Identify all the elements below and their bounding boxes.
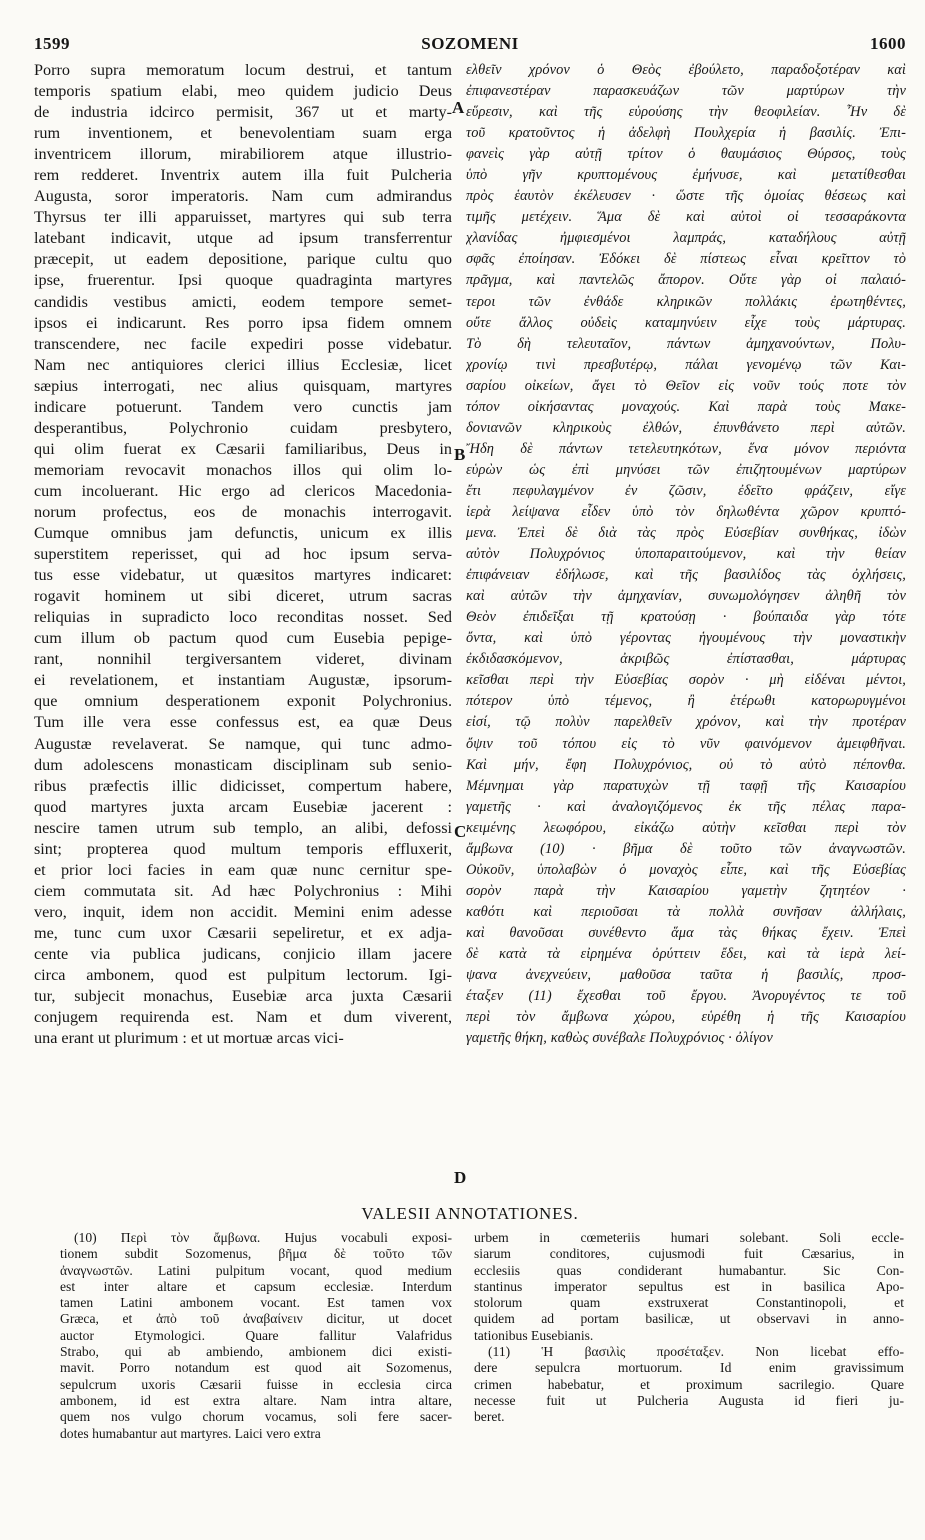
text-line: circa ambonem, quod est pulpitum lectorum. Igi- <box>34 966 452 985</box>
text-line: γαμετῆς θήκη, καθὼς συνέβαλε Πολυχρόνιος · ὀλίγον <box>466 1030 773 1047</box>
text-line: est inter altare et capsum ecclesiæ. Interdum <box>60 1278 452 1294</box>
text-line: rum inventionem, et benevolentiam suam erga <box>34 124 452 143</box>
text-line: Nam nec antiquiores clerici illius Ecclesiæ, licet <box>34 355 452 374</box>
text-line: dere sepulcra mortuorum. Id enim gravissimum <box>474 1360 904 1376</box>
text-line: ψανα ἀνεχνεύειν, μαθοῦσα ταῦτα ἡ βασιλίς, προσ- <box>466 967 906 984</box>
text-line: rogavit hominem ut sibi diceret, utrum sacras <box>34 587 452 606</box>
text-line: quod martyres juxta arcam Eusebiæ jacerent : <box>34 797 452 816</box>
text-line: crimen habebatur, et proximum sacrilegio. Quare <box>474 1376 904 1392</box>
text-line: tionem subdit Sozomenus, βῆμα δὲ τοῦτο τῶν <box>60 1246 452 1262</box>
margin-letter-b: B <box>454 445 466 464</box>
text-line: una erant ut plurimum : et ut mortuæ arcas vici- <box>34 1029 344 1048</box>
text-line: Thyrsus ter illi apparuisset, martyres qui sub terra <box>34 208 452 227</box>
text-line: cum incoluerant. Hic ergo ad clericos Macedonia- <box>34 481 452 500</box>
text-line: οὔτε ἄλλος οὐδεὶς καταμηνύειν εἶχε τοὺς μάρτυρας. <box>466 314 906 331</box>
text-line: sæpius interrogati, nec alius quisquam, martyres <box>34 376 452 395</box>
text-line: Porro supra memoratum locum destrui, et tantum <box>34 61 452 79</box>
text-line: cum illum ob pactum quod cum Eusebia pepige- <box>34 629 452 648</box>
text-line: Græca, et ἀπὸ τοῦ ἀναβαίνειν dicitur, ut docet <box>60 1311 452 1327</box>
margin-letter-d: D <box>454 1168 467 1187</box>
text-line: Augusta, soror imperatoris. Nam cum admirandus <box>34 187 452 206</box>
text-line: et prior loci facies in eam quæ nunc cernitur spe- <box>34 860 452 879</box>
text-line: cente via publica judicans, conjicio illam jacere <box>34 944 452 963</box>
text-line: Καὶ μήν, ἔφη Πολυχρόνιος, οὐ τὸ αὐτὸ πέπονθα. <box>466 756 906 773</box>
text-line: necesse fuit ut Pulcheria Augusta id fieri ju- <box>474 1392 904 1408</box>
text-line: vero, inquit, idem non accidit. Memini enim adesse <box>34 902 452 921</box>
text-line: sepulcrum uxoris Cæsarii fuisse in ecclesia circa <box>60 1376 452 1392</box>
text-line: πρᾶγμα, καὶ παντελῶς ἄπορον. Οὔτε γὰρ οἱ παλαιό- <box>466 272 906 289</box>
text-line: σαρίου οἰκείων, ἄγει τὸ Θεῖον εἰς νοῦν τούς ποτε τὸν <box>466 377 906 394</box>
text-line: de industria idcirco permisit, 367 ut et marty- <box>34 103 452 122</box>
latin-column <box>34 60 452 1049</box>
text-line: ambonem, id est extra altare. Nam intra altare, <box>60 1392 452 1408</box>
text-line: Θεὸν ἐπιδεῖξαι τῇ κρατούσῃ · βούπαιδα γὰρ τότε <box>466 609 906 626</box>
text-line: Strabo, qui ab ambiendo, ambionem dici existi- <box>60 1344 452 1360</box>
running-title: SOZOMENI <box>421 34 519 53</box>
text-line: Tum ille vera esse confessus est, ea quæ Deus <box>34 713 452 732</box>
text-line: (10) Περὶ τὸν ἄμβωνα. Hujus vocabuli exposi- <box>74 1230 452 1245</box>
text-line: me, tunc cum uxor Cæsarii sepeliretur, et ex adja- <box>34 923 452 942</box>
text-line: sint; propterea quod multum temporis effluxerit, <box>34 839 452 858</box>
text-line: stantinus imperator sepultus est in basilica Apo- <box>474 1278 904 1294</box>
text-line: ἔτι πεφυλαγμένον ἐν ζῶσιν, ἐδεῖτο φράζειν, εἴγε <box>466 482 906 499</box>
text-line: ἱερὰ λείψανα εἶδεν ὑπὸ τὸν δηλωθέντα χῶρον κρυπτό- <box>466 503 906 520</box>
text-line: σορὸν παρὰ τὴν Καισαρίου γαμετὴν ζητητέον · <box>466 882 906 899</box>
text-line: πότερον ὑπὸ τέμενος, ἢ ἑτέρωθι κατορωρυγμένοι <box>466 693 906 710</box>
text-line: rant, nonnihil tergiversantem videret, divinam <box>34 650 452 669</box>
text-line: memoriam revocavit monachos illos qui olim lo- <box>34 460 452 479</box>
text-line: Cumque omnibus jam defunctis, unicum ex illis <box>34 524 452 543</box>
text-line: desperantibus, Polychronio cuidam presbytero, <box>34 418 452 437</box>
text-line: stolorum quam exstruxerat Constantinopoli, et <box>474 1295 904 1311</box>
text-line: ὄντα, καὶ ὑπὸ γέροντας ἡγουμένους τὴν μοναστικὴν <box>466 630 906 647</box>
text-line: rem redderet. Inventrix autem illa fuit Pulcheria <box>34 166 452 185</box>
text-line: τοῦ κρατοῦντος ἡ ἀδελφὴ Πουλχερία ἡ βασιλίς. Ἐπι- <box>466 125 906 142</box>
text-line: σφᾶς ἐποίησαν. Ἐδόκει δὲ πίστεως εἶναι κρεῖττον τὸ <box>466 251 906 268</box>
text-line: φανεὶς γὰρ αὐτῇ τρίτον ὁ θαυμάσιος Θύρσος, τοὺς <box>466 146 906 163</box>
text-line: Μέμνημαι γὰρ παρατυχὼν τῇ ταφῇ τῆς Καισαρίου <box>466 777 906 794</box>
text-line: ἄμβωνα (10) · βῆμα δὲ τοῦτο τῶν ἀναγνωστῶν. <box>466 840 906 857</box>
text-line: ἀναγνωστῶν. Latini pulpitum vocant, quod medium <box>60 1262 452 1278</box>
text-line: Τὸ δὴ τελευταῖον, πάντων ἀμηχανούντων, Πολυ- <box>466 335 906 352</box>
text-line: nescire tamen utrum sub templo, an alibi, defossi <box>34 818 452 837</box>
text-line: urbem in cœmeteriis humari solebant. Soli eccle- <box>474 1230 904 1245</box>
text-line: tur, subjecit monachus, Eusebiæ arca juxta Cæsarii <box>34 987 452 1006</box>
text-line: candidis vestibus amicti, eodem tempore semet- <box>34 292 452 311</box>
text-line: ἐπιφανεστέραν παρασκευάζων τῶν μαρτύρων τὴν <box>466 83 906 100</box>
text-line: quem nos vulgo chorum vocamus, soli fere sacer- <box>60 1409 452 1425</box>
text-line: καὶ αὐτῶν τὴν ἀμηχανίαν, συνωμολόγησεν ἀληθῆ τὸν <box>466 588 906 605</box>
text-line: tus esse videbatur, ut quæsitos martyres indicaret: <box>34 566 452 585</box>
text-line: μενα. Ἐπεὶ δὲ διὰ τὰς πρὸς Εὐσεβίαν συνθήκας, ἰδὼν <box>466 525 906 542</box>
left-page-number: 1599 <box>34 34 70 53</box>
text-line: τόπον οἰκήσαντας μοναχούς. Καὶ παρὰ τοὺς Μακε- <box>466 398 906 415</box>
text-line: qui olim fuerat ex Cæsarii familiaribus, Deus in <box>34 439 452 458</box>
text-line: Οὐκοῦν, ὑπολαβὼν ὁ μοναχὸς εἶπε, καὶ τῆς Εὐσεβίας <box>466 861 906 878</box>
text-line: (11) Ἡ βασιλὶς προσέταξεν. Non licebat effo- <box>488 1344 904 1360</box>
text-line: beret. <box>474 1409 505 1425</box>
text-line: δὲ κατὰ τὰ εἰρημένα ὀρύττειν ἔδει, καὶ τὰ ἱερὰ λεί- <box>466 945 906 962</box>
text-line: καθότι καὶ περιοῦσαι τὰ πολλὰ συνῆσαν ἀλλήλαις, <box>466 903 906 920</box>
text-line: mavit. Porro notandum est quod ait Sozomenus, <box>60 1360 452 1376</box>
text-line: transcendere, nec facile expediri posse videbatur. <box>34 334 452 353</box>
running-header <box>34 30 906 60</box>
text-line: norum profectus, eos de monachis interrogavit. <box>34 502 452 521</box>
text-line: κειμένης λεωφόρου, εἰκάζω αὐτὴν κεῖσθαι περὶ τὸν <box>466 819 906 836</box>
margin-letter-c: C <box>454 822 467 841</box>
text-line: ciem commutata sit. Ad hæc Polychronius : Mihi <box>34 881 452 900</box>
greek-column <box>466 60 906 1049</box>
text-line: dum adolescens monasticam disciplinam sub senio- <box>34 755 452 774</box>
text-line: χρονίῳ τινὶ πρεσβυτέρῳ, πάλαι γενομένῳ τῶν Και- <box>466 356 906 373</box>
text-line: tationibus Eusebianis. <box>474 1327 594 1343</box>
text-line: αὐτὸν Πολυχρόνιος ὑποπαραιτούμενον, καὶ τὴν θείαν <box>466 546 906 563</box>
text-line: Ἤδη δὲ πάντων τετελευτηκότων, ἕνα μόνον περιόντα <box>466 440 906 457</box>
notes-right-column <box>474 1230 904 1426</box>
text-line: latebant indicavit, utque ad ipsum transferrentur <box>34 229 452 248</box>
text-line: ὑπὸ γῆν κρυπτομένους ἐμήνυσε, καὶ μετατίθεσθαι <box>466 167 906 184</box>
text-line: ὄψιν τοῦ τόπου εἰς τὸ νῦν φαινόμενον ἀμειφθῆναι. <box>466 735 906 752</box>
text-line: περὶ τὸν ἄμβωνα χώρου, εὑρέθη ἡ τῆς Καισαρίου <box>466 1009 906 1026</box>
text-line: conjugem requirenda est. Nam et dum viverent, <box>34 1008 452 1027</box>
text-line: ribus præfectis illic didicisset, compertum habere, <box>34 776 452 795</box>
text-line: ἐκδιδασκόμενον, ἀκριβῶς ἐπίστασθαι, μάρτυρας <box>466 651 906 668</box>
text-line: reliquias in supradicto loco reconditas nosset. Sed <box>34 608 452 627</box>
margin-letter-a: A <box>452 98 465 117</box>
notes-title: VALESII ANNOTATIONES. <box>361 1204 579 1223</box>
text-line: præcepit, ut eadem depositione, parique cultu quo <box>34 250 452 269</box>
text-line: καὶ θανοῦσαι συνέθεντο ἅμα τὰς θήκας ἔχειν. Ἐπεὶ <box>466 924 906 941</box>
main-text <box>34 60 906 1210</box>
text-line: ecclesiis quas condiderant humabantur. Sic Con- <box>474 1262 904 1278</box>
right-page-number: 1600 <box>870 34 906 53</box>
text-line: siarum conditores, cujusmodi fuit Cæsarius, in <box>474 1246 904 1262</box>
text-line: πρὸς ἑαυτὸν ἐκέλευσεν · ὥστε τῆς ὁμοίας θέσεως καὶ <box>466 188 906 205</box>
text-line: κεῖσθαι περὶ τὴν Εὐσεβίας σορὸν · μὴ εἰδέναι μέντοι, <box>466 672 906 689</box>
text-line: τιμῆς μετέχειν. Ἅμα δὲ καὶ αὐτοὶ οἱ τεσσαράκοντα <box>466 209 906 226</box>
text-line: ipse, fruerentur. Ipsi quoque quadraginta martyres <box>34 271 452 290</box>
notes-left-column <box>60 1230 452 1442</box>
text-line: τεροι τῶν ἐνθάδε κληρικῶν πολλάκις ἐρωτηθέντες, <box>466 293 906 310</box>
text-line: ei revelationem, et instantiam Augustæ, ipsorum- <box>34 671 452 690</box>
text-line: indicare potuerunt. Tandem vero cunctis jam <box>34 397 452 416</box>
text-line: dotes humabantur aut martyres. Laici vero extra <box>60 1425 321 1441</box>
text-line: ἐπιφάνειαν ἐδήλωσε, καὶ τῆς βασιλίδος τὰς ὀχλήσεις, <box>466 567 906 584</box>
text-line: temporis spatium elabi, meo quidem judicio Deus <box>34 82 452 101</box>
text-line: inventricem illorum, mirabiliorem atque illustrio- <box>34 145 452 164</box>
text-line: Augustæ revelaverat. Se namque, qui tunc admo- <box>34 734 452 753</box>
text-line: χλανίδας ἠμφιεσμένοι λαμπράς, καταδήλους αὐτῇ <box>466 230 906 247</box>
text-line: δονιανῶν κληρικοὺς ἐλθών, ἐπυνθάνετο περὶ αὐτῶν. <box>466 419 906 436</box>
page <box>34 30 906 1520</box>
text-line: quidem ad portam basilicæ, ut observavi in anno- <box>474 1311 904 1327</box>
text-line: ipsos ei indicarunt. Res porro ipsa fidem omnem <box>34 313 452 332</box>
text-line: que omnium desperationem exponit Polychronius. <box>34 692 452 711</box>
text-line: εἰσί, τῷ πολὺν παρελθεῖν χρόνον, καὶ τὴν προτέραν <box>466 714 906 731</box>
text-line: auctor Etymologici. Quare fallitur Valafridus <box>60 1327 452 1343</box>
text-line: γαμετῆς · καὶ ἀναλογιζόμενος ἐκ τῆς πέλας παρα- <box>466 798 906 815</box>
text-line: ελθεῖν χρόνον ὁ Θεὸς ἐβούλετο, παραδοξοτέραν καὶ <box>466 62 906 78</box>
text-line: εὑρὼν ὡς ἐπὶ μηνύσει τῶν ἐπιζητουμένων μαρτύρων <box>466 461 906 478</box>
text-line: tamen Latini ambonem vocant. Est tamen vox <box>60 1295 452 1311</box>
text-line: έταξεν (11) ἔχεσθαι τοῦ ἔργου. Ἀνορυγέντος τε τοῦ <box>466 988 906 1005</box>
text-line: superstitem reperisset, qui ad hoc ipsum serva- <box>34 545 452 564</box>
text-line: εὕρεσιν, καὶ τῆς εὑρούσης τὴν θεοφιλείαν. Ἦν δὲ <box>466 104 906 121</box>
